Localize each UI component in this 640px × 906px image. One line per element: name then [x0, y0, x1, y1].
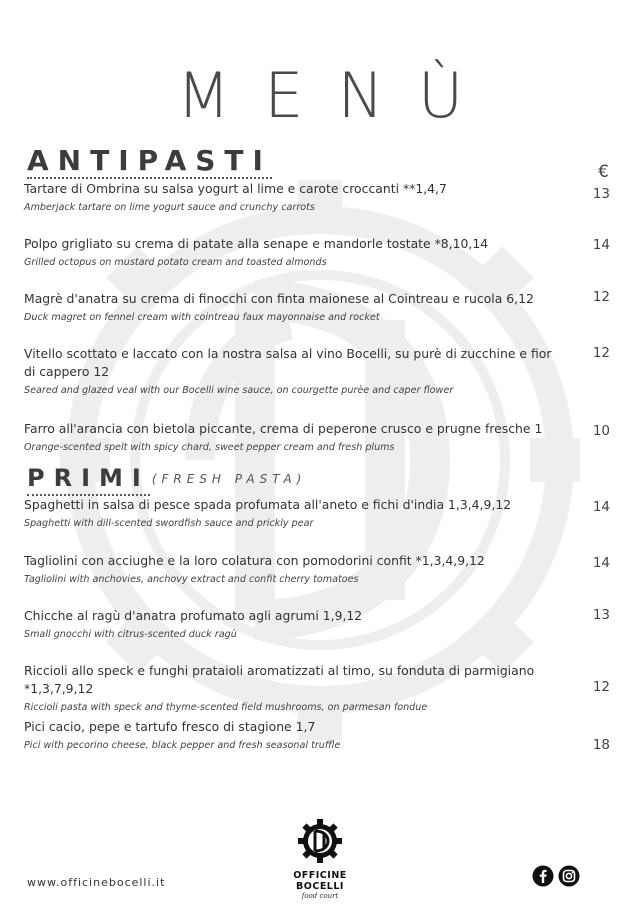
website-link[interactable]: www.officinebocelli.it: [27, 876, 166, 889]
dish-price: 12: [592, 289, 610, 305]
section-heading-antipasti: [27, 146, 272, 179]
dish-name: Pici cacio, pepe e tartufo fresco di stagione 1,7: [24, 719, 316, 734]
dish-name: Riccioli allo speck e funghi prataioli aromatizzati al timo, su fonduta di parmigiano *1,3,7,9,12: [24, 663, 535, 696]
menu-item: [24, 290, 564, 326]
dish-translation: Pici with pecorino cheese, black pepper and fresh seasonal truffle: [24, 740, 341, 751]
dish-name: Spaghetti in salsa di pesce spada profumata all'aneto e fichi d'india 1,3,4,9,12: [24, 497, 512, 512]
dish-name: Farro all'arancia con bietola piccante, crema di peperone crusco e prugne fresche 1: [24, 421, 543, 436]
dish-name: Tartare di Ombrina su salsa yogurt al lime e carote croccanti **1,4,7: [24, 181, 447, 196]
page-title: MENÙ: [176, 59, 498, 132]
facebook-icon[interactable]: [532, 865, 554, 887]
dish-translation: Orange-scented spelt with spicy chard, sweet pepper cream and fresh plums: [24, 442, 395, 453]
dish-name: Polpo grigliato su crema di patate alla senape e mandorle tostate *8,10,14: [24, 236, 489, 251]
menu-item: [24, 607, 564, 643]
menu-item: [24, 496, 564, 532]
menu-item: [24, 235, 564, 271]
brand-tagline: food court: [301, 892, 339, 900]
dish-name: Magrè d'anatra su crema di finocchi con finta maionese al Cointreau e rucola 6,12: [24, 291, 534, 306]
dish-price: 13: [592, 186, 610, 202]
dish-price: 13: [592, 607, 610, 623]
dish-price: 14: [592, 555, 610, 571]
dish-name: Chicche al ragù d'anatra profumato agli agrumi 1,9,12: [24, 608, 363, 623]
dish-price: 18: [592, 737, 610, 753]
dish-translation: Small gnocchi with citrus-scented duck ragù: [24, 629, 237, 640]
currency-symbol: €: [598, 162, 609, 182]
dish-name: Tagliolini con acciughe e la loro colatura con pomodorini confit *1,3,4,9,12: [24, 553, 485, 568]
menu-item: [24, 662, 584, 716]
dish-name: Vitello scottato e laccato con la nostra salsa al vino Bocelli, su purè di zucchine e fior di cappero 12: [24, 346, 552, 379]
menu-item: [24, 718, 564, 754]
brand-name: OFFICINE BOCELLI: [293, 870, 347, 892]
menu-item: [24, 180, 564, 216]
dish-translation: Duck magret on fennel cream with cointreau faux mayonnaise and rocket: [24, 312, 380, 323]
dish-translation: Seared and glazed veal with our Bocelli wine sauce, on courgette purèe and caper flower: [24, 385, 454, 396]
menu-item: [24, 420, 564, 456]
section-title: ANTIPASTI: [27, 144, 272, 177]
section-title: PRIMI: [27, 463, 150, 496]
dish-translation: Spaghetti with dill-scented swordfish sauce and prickly pear: [24, 518, 314, 529]
dish-translation: Tagliolini with anchovies, anchovy extract and confit cherry tomatoes: [24, 574, 359, 585]
dish-price: 14: [592, 237, 610, 253]
brand-logo: [270, 818, 370, 900]
dish-translation: Grilled octopus on mustard potato cream and toasted almonds: [24, 257, 327, 268]
dish-price: 14: [592, 499, 610, 515]
dish-price: 10: [592, 423, 610, 439]
section-subtitle: (FRESH PASTA): [151, 472, 307, 486]
dish-price: 12: [592, 345, 610, 361]
dish-price: 12: [592, 679, 610, 695]
section-heading-primi: [27, 463, 306, 496]
instagram-icon[interactable]: [558, 865, 580, 887]
menu-item: [24, 552, 564, 588]
menu-item: [24, 345, 564, 399]
dish-translation: Amberjack tartare on lime yogurt sauce and crunchy carrots: [24, 202, 315, 213]
dish-translation: Riccioli pasta with speck and thyme-scented field mushrooms, on parmesan fondue: [24, 702, 428, 713]
gear-logo-icon: [297, 818, 343, 864]
